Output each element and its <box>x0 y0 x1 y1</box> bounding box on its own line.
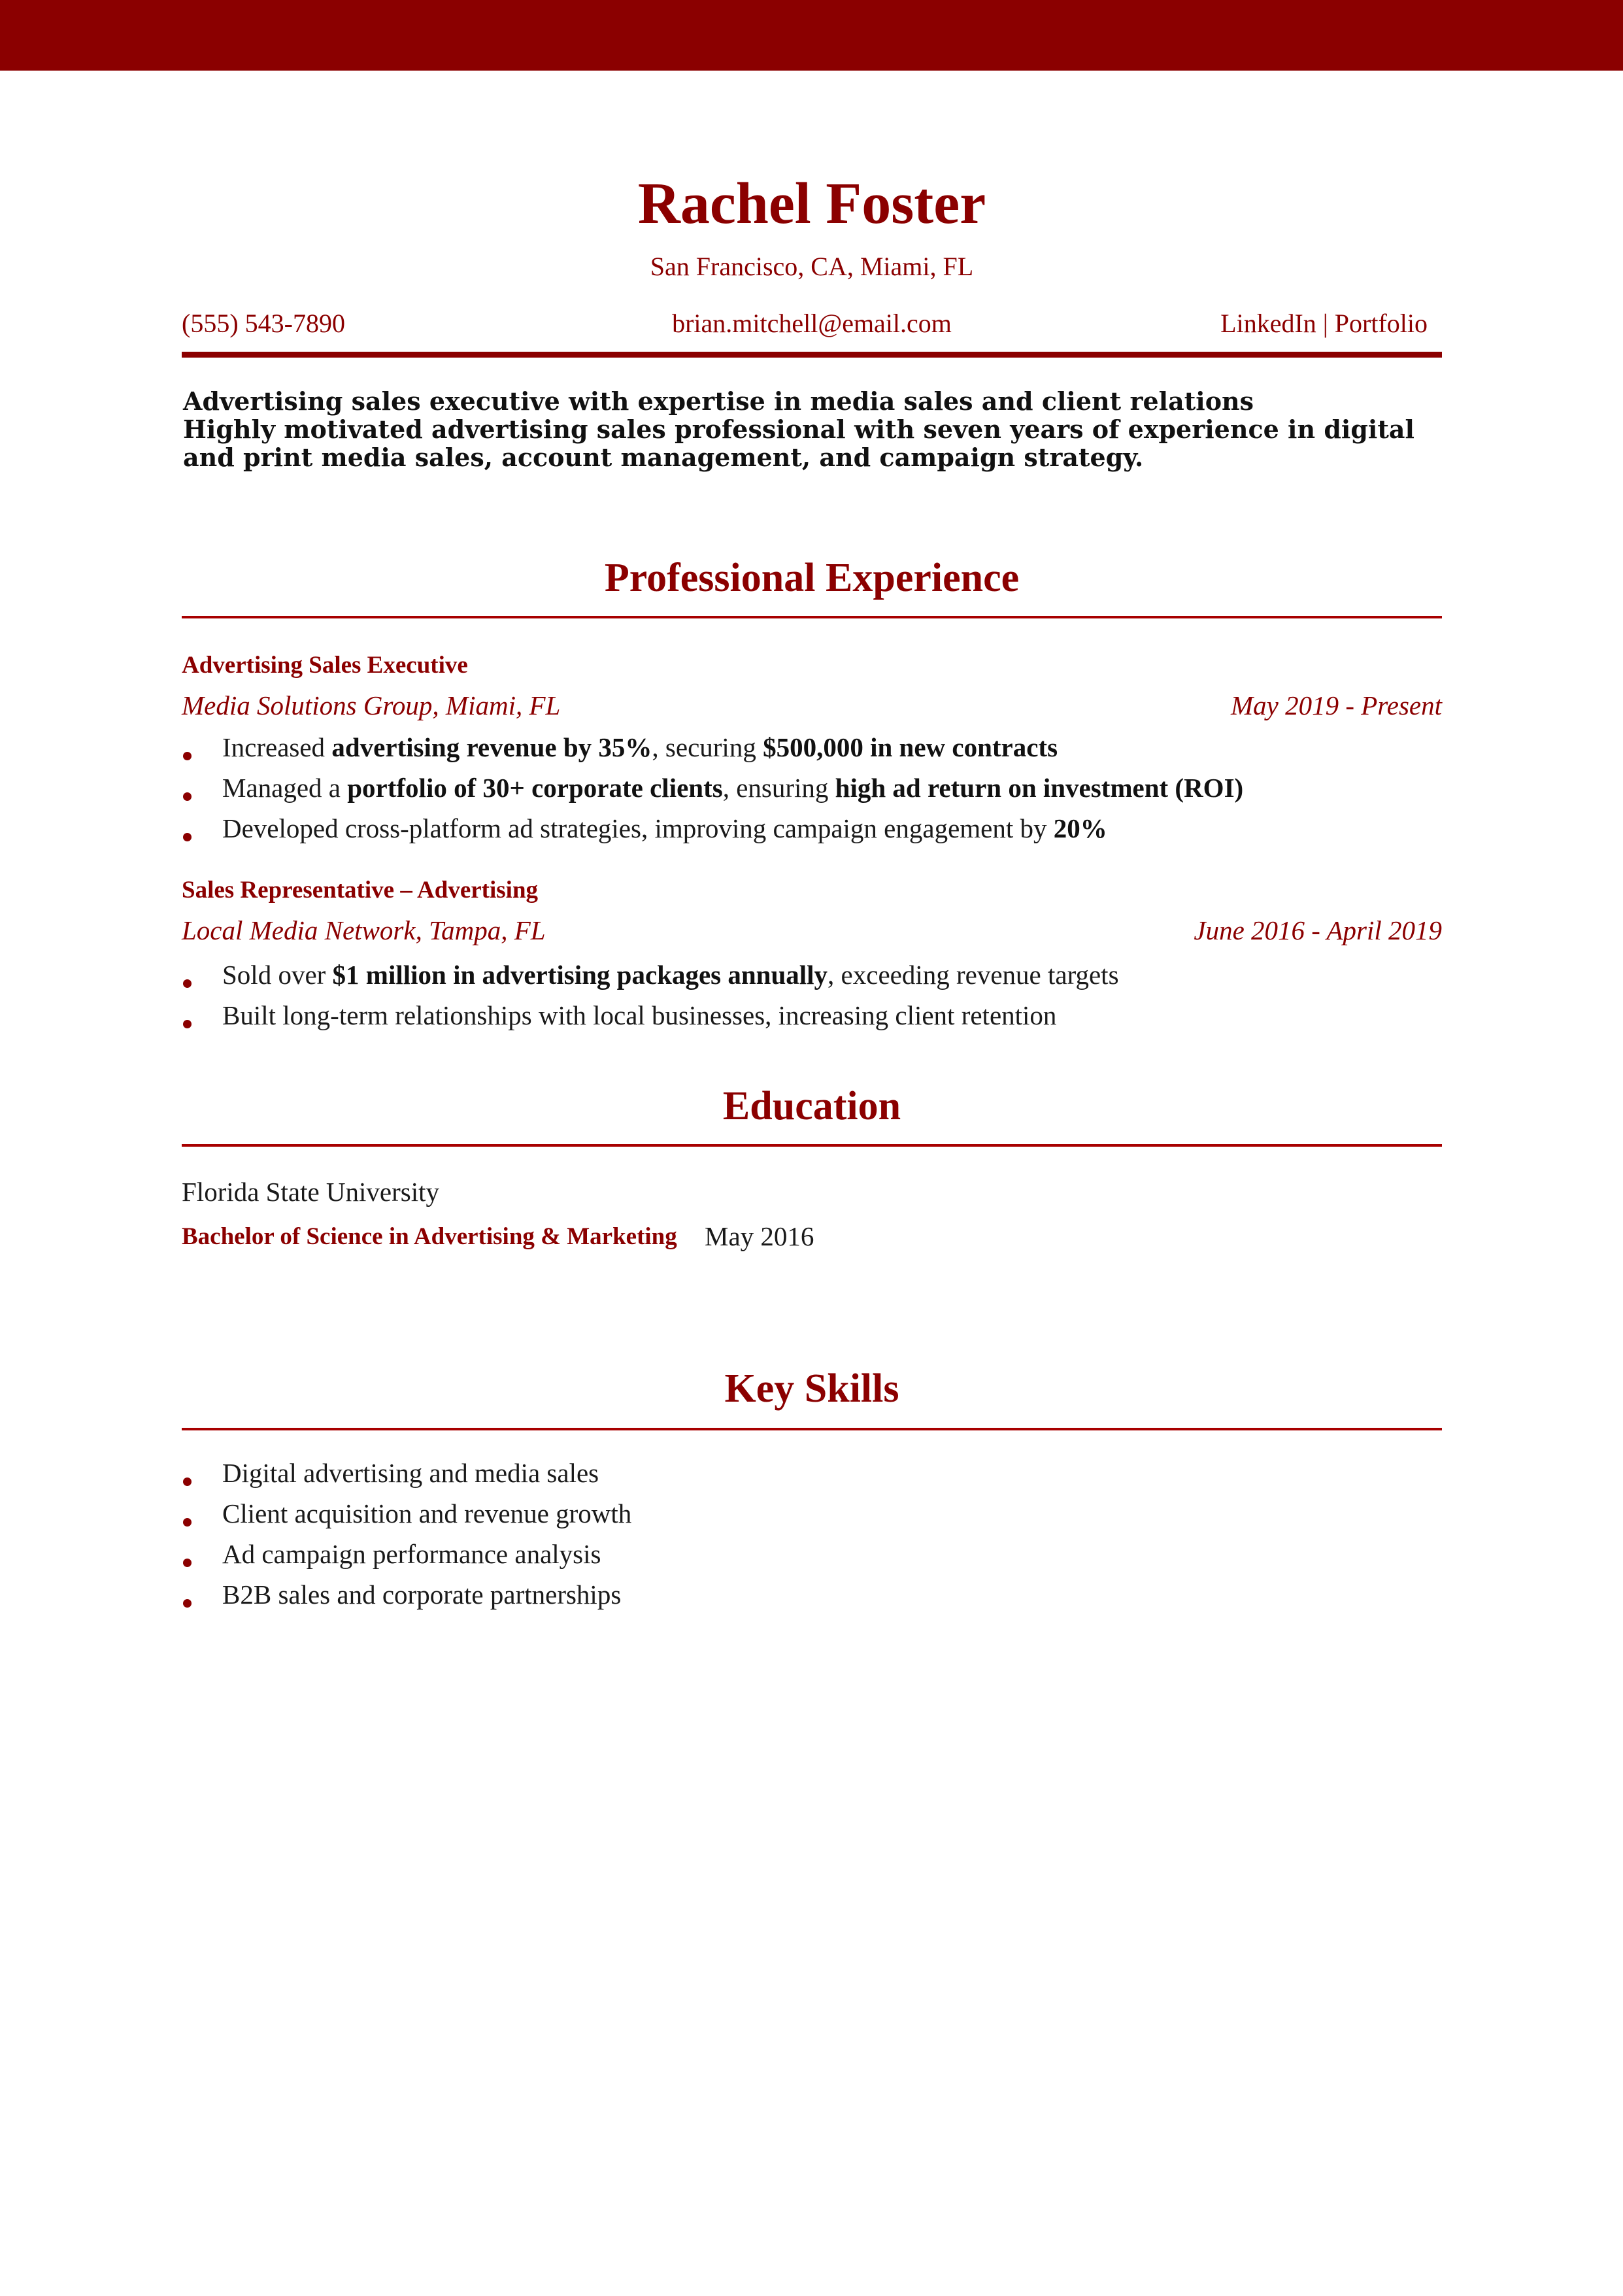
top-accent-bar <box>0 0 1623 71</box>
bullet-emphasis: high ad return on investment (ROI) <box>835 773 1244 803</box>
bullet-dot-icon <box>183 792 192 801</box>
education-date: May 2016 <box>705 1221 814 1251</box>
bullet-text: Ad campaign performance analysis <box>222 1539 601 1569</box>
bullet-dot-icon <box>183 752 192 760</box>
education-degree: Bachelor of Science in Advertising & Marketing <box>182 1223 677 1250</box>
bullet-emphasis: portfolio of 30+ corporate clients <box>347 773 723 803</box>
bullet-text: , exceeding revenue targets <box>828 960 1119 990</box>
bullet-text: Digital advertising and media sales <box>222 1458 599 1488</box>
header-divider <box>182 352 1442 358</box>
education-school: Florida State University <box>182 1177 440 1207</box>
profile-links[interactable]: LinkedIn | Portfolio <box>1220 309 1428 338</box>
bullet-dot-icon <box>183 1518 192 1527</box>
section-title-education: Education <box>722 1084 901 1128</box>
job-meta-row <box>182 689 1442 722</box>
summary-headline: Advertising sales executive with expertise in media sales and client relations <box>183 386 1254 416</box>
bullet-item <box>182 1497 1442 1538</box>
job-dates: May 2019 - Present <box>1231 690 1442 720</box>
job-dates: June 2016 - April 2019 <box>1194 915 1442 945</box>
bullet-text: Increased <box>222 732 332 762</box>
job-company: Media Solutions Group, Miami, FL <box>182 690 561 720</box>
bullet-item <box>182 1578 1442 1619</box>
bullet-item <box>182 771 1442 812</box>
bullet-text: , securing <box>652 732 763 762</box>
bullet-item <box>182 731 1442 771</box>
bullet-emphasis: $500,000 in new contracts <box>763 732 1058 762</box>
job-title: Sales Representative – Advertising <box>182 877 539 903</box>
bullet-item <box>182 1538 1442 1578</box>
bullet-dot-icon <box>183 1559 192 1567</box>
section-title-skills: Key Skills <box>724 1366 899 1411</box>
bullet-dot-icon <box>183 833 192 841</box>
bullet-item <box>182 999 1442 1039</box>
bullet-text: Developed cross-platform ad strategies, improving campaign engagement by <box>222 813 1054 843</box>
summary-body: Highly motivated advertising sales professional with seven years of experience in digital and print media sales, account management, and campaign strategy. <box>183 414 1414 472</box>
summary-block <box>183 387 1443 471</box>
bullet-emphasis: $1 million in advertising packages annually <box>332 960 828 990</box>
bullet-dot-icon <box>183 1020 192 1028</box>
section-divider-education <box>182 1144 1442 1147</box>
job-meta-row <box>182 914 1442 947</box>
email-address[interactable]: brian.mitchell@email.com <box>672 309 952 338</box>
bullet-text: B2B sales and corporate partnerships <box>222 1579 622 1610</box>
bullet-emphasis: advertising revenue by 35% <box>331 732 652 762</box>
bullet-dot-icon <box>183 1599 192 1608</box>
job-company: Local Media Network, Tampa, FL <box>182 915 546 945</box>
section-divider-experience <box>182 616 1442 618</box>
bullet-item <box>182 812 1442 853</box>
section-divider-skills <box>182 1428 1442 1430</box>
section-title-experience: Professional Experience <box>604 556 1020 600</box>
candidate-location: San Francisco, CA, Miami, FL <box>650 252 974 281</box>
job-bullets <box>182 731 1442 853</box>
bullet-text: Sold over <box>222 960 333 990</box>
bullet-dot-icon <box>183 979 192 988</box>
bullet-text: Built long-term relationships with local businesses, increasing client retention <box>222 1000 1057 1030</box>
bullet-item <box>182 958 1442 999</box>
bullet-text: , ensuring <box>722 773 835 803</box>
skills-list <box>182 1457 1442 1619</box>
contact-row <box>182 307 1442 341</box>
bullet-text: Managed a <box>222 773 348 803</box>
job-title: Advertising Sales Executive <box>182 652 468 679</box>
bullet-text: Client acquisition and revenue growth <box>222 1498 632 1528</box>
bullet-dot-icon <box>183 1477 192 1486</box>
bullet-item <box>182 1457 1442 1497</box>
job-bullets <box>182 958 1442 1039</box>
bullet-emphasis: 20% <box>1053 813 1107 843</box>
candidate-name: Rachel Foster <box>637 171 986 236</box>
phone-number[interactable]: (555) 543-7890 <box>182 309 345 338</box>
